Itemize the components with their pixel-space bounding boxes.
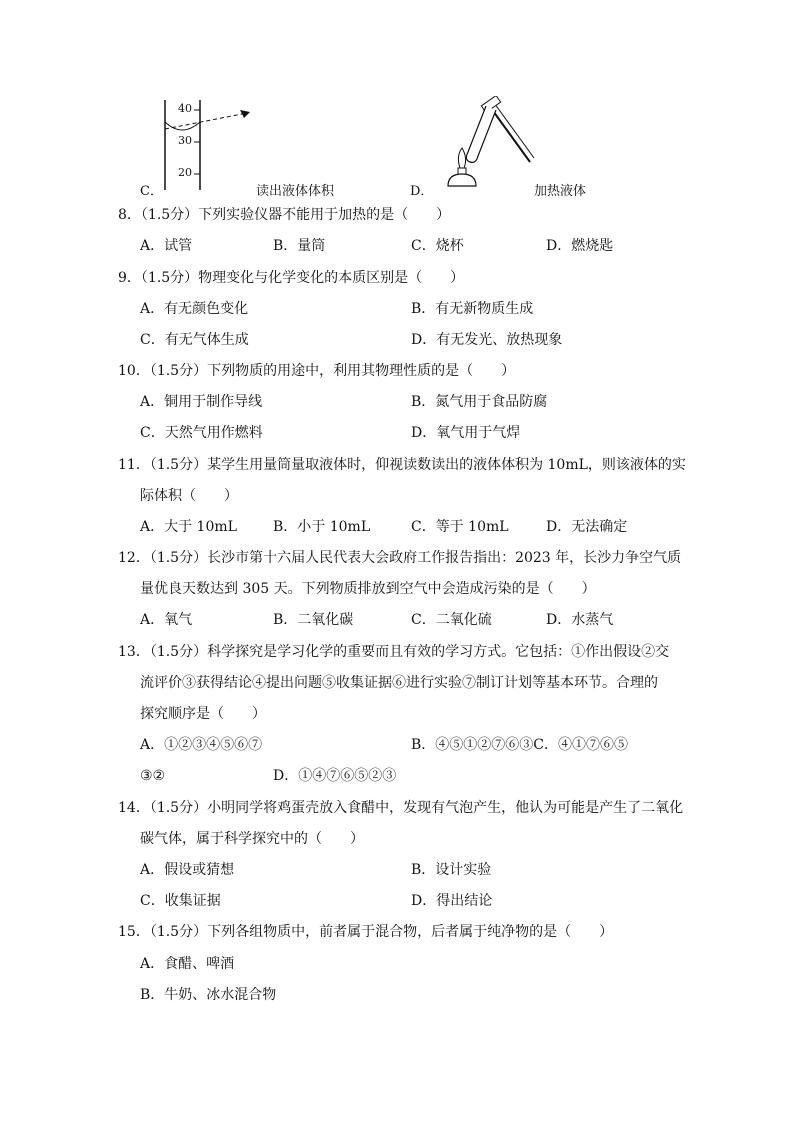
- question-9-stem: 9．（1.5分）物理变化与化学变化的本质区别是（ ）: [118, 270, 465, 286]
- q13-option-c-continued: ③②: [140, 768, 166, 784]
- question-11-stem-line-1: 11．（1.5分）某学生用量筒量取液体时，仰视读数读出的液体体积为 10mL，则该液体的实: [118, 457, 686, 473]
- q10-option-b: B．氮气用于食品防腐: [411, 394, 548, 410]
- question-13-stem-line-3: 探究顺序是（ ）: [140, 706, 266, 722]
- figure-d: [410, 96, 610, 200]
- q11-option-b: B．小于 10mL: [273, 519, 371, 535]
- q9-option-d: D．有无发光、放热现象: [411, 332, 563, 348]
- q12-option-c: C．二氧化硫: [411, 612, 492, 628]
- alcohol-lamp-test-tube-diagram: [438, 96, 548, 196]
- q10-option-c: C．天然气用作燃料: [140, 425, 263, 441]
- figure-d-caption: 加热液体: [534, 184, 587, 199]
- q13-option-b-c: B．④⑤①②⑦⑥③C．④①⑦⑥⑤: [411, 737, 628, 753]
- q14-option-d: D．得出结论: [411, 893, 493, 909]
- q11-option-a: A．大于 10mL: [140, 519, 237, 535]
- q8-option-b: B．量筒: [273, 238, 326, 254]
- question-14-stem-line-1: 14．（1.5分）小明同学将鸡蛋壳放入食醋中，发现有气泡产生，他认为可能是产生了二氧化: [118, 800, 684, 816]
- q14-option-a: A．假设或猜想: [140, 862, 235, 878]
- q11-option-c: C．等于 10mL: [411, 519, 509, 535]
- question-15-stem: 15．（1.5分）下列各组物质中，前者属于混合物，后者属于纯净物的是（ ）: [118, 924, 614, 940]
- q15-option-a: A．食醋、啤酒: [140, 956, 235, 972]
- question-12-stem-line-1: 12．（1.5分）长沙市第十六届人民代表大会政府工作报告指出：2023 年，长沙力争空气质: [118, 550, 682, 566]
- tick-label-30: 30: [178, 134, 192, 147]
- question-8-stem: 8．（1.5分）下列实验仪器不能用于加热的是（ ）: [118, 207, 451, 223]
- q14-option-c: C．收集证据: [140, 893, 221, 909]
- q9-option-b: B．有无新物质生成: [411, 301, 534, 317]
- q13-option-a: A．①②③④⑤⑥⑦: [140, 737, 263, 753]
- tick-label-20: 20: [178, 166, 192, 179]
- q12-option-b: B．二氧化碳: [273, 612, 354, 628]
- question-10-stem: 10．（1.5分）下列物质的用途中，利用其物理性质的是（ ）: [118, 363, 516, 379]
- q10-option-a: A．铜用于制作导线: [140, 394, 263, 410]
- figure-c-option-label: C．: [140, 184, 163, 199]
- figure-c-caption: 读出液体体积: [256, 184, 335, 199]
- q8-option-d: D．燃烧匙: [546, 238, 614, 254]
- q14-option-b: B．设计实验: [411, 862, 492, 878]
- figure-d-option-label: D．: [410, 184, 434, 199]
- q9-option-c: C．有无气体生成: [140, 332, 249, 348]
- q13-option-d: D．①④⑦⑥⑤②③: [273, 768, 397, 784]
- q12-option-a: A．氧气: [140, 612, 193, 628]
- q10-option-d: D．氧气用于气焊: [411, 425, 521, 441]
- question-11-stem-line-2: 际体积（ ）: [140, 488, 238, 504]
- question-13-stem-line-2: 流评价③获得结论④提出问题⑤收集证据⑥进行实验⑦制订计划等基本环节。合理的: [140, 675, 658, 691]
- question-14-stem-line-2: 碳气体，属于科学探究中的（ ）: [140, 831, 364, 847]
- q15-option-b: B．牛奶、冰水混合物: [140, 987, 277, 1003]
- q12-option-d: D．水蒸气: [546, 612, 614, 628]
- q8-option-c: C．烧杯: [411, 238, 464, 254]
- q9-option-a: A．有无颜色变化: [140, 301, 249, 317]
- question-13-stem-line-1: 13．（1.5分）科学探究是学习化学的重要而且有效的学习方式。它包括：①作出假设②交: [118, 644, 670, 660]
- q11-option-d: D．无法确定: [546, 519, 628, 535]
- q8-option-a: A．试管: [140, 238, 193, 254]
- tick-label-40: 40: [178, 102, 192, 115]
- question-12-stem-line-2: 量优良天数达到 305 天。下列物质排放到空气中会造成污染的是（ ）: [140, 581, 596, 597]
